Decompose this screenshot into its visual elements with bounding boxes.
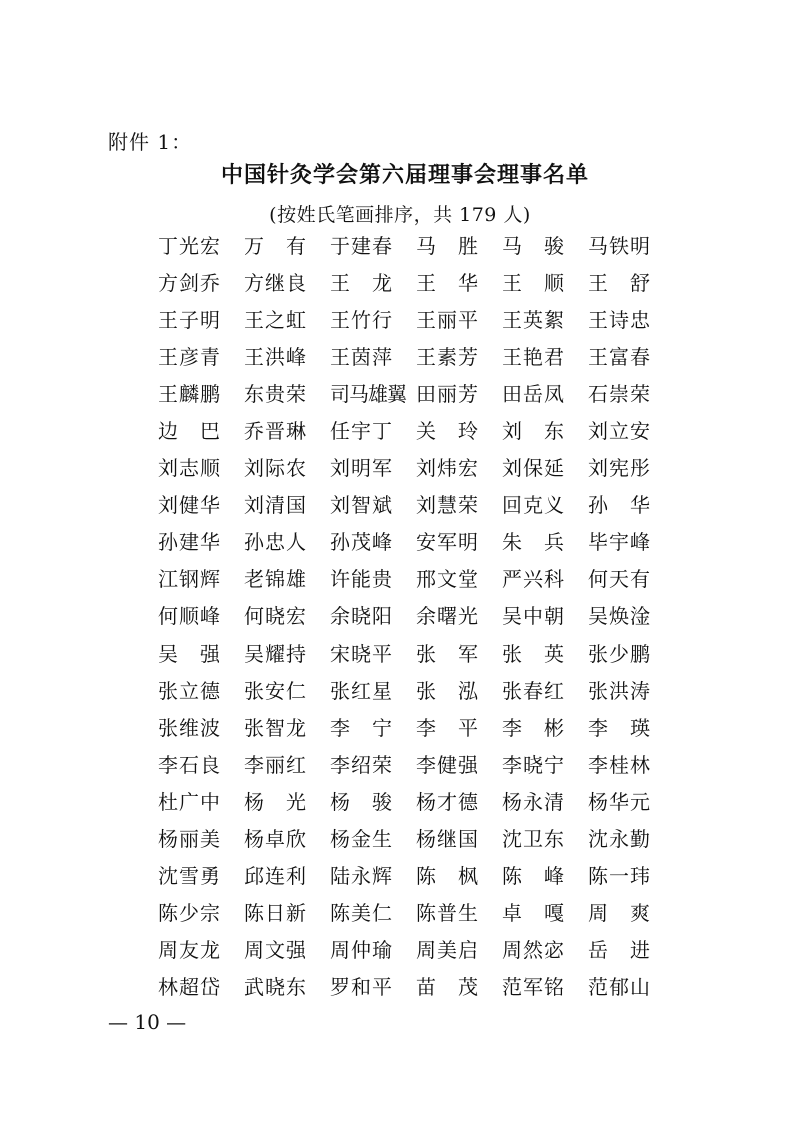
- member-name: 李丽红: [244, 752, 307, 777]
- name-row: [158, 596, 678, 633]
- member-name: 刘保延: [502, 456, 565, 481]
- member-name: 刘智斌: [330, 493, 393, 518]
- member-name: 刘健华: [158, 493, 221, 518]
- member-name: 苗 茂: [416, 974, 479, 999]
- member-name: 刘志顺: [158, 456, 221, 481]
- member-name: 张红星: [330, 678, 393, 703]
- member-name: 范郁山: [588, 974, 651, 999]
- member-name: 刘 东: [502, 419, 565, 444]
- member-name: 周仲瑜: [330, 937, 393, 962]
- name-row: [158, 300, 678, 337]
- member-name: 李绍荣: [330, 752, 393, 777]
- member-name: 何晓宏: [244, 604, 307, 629]
- member-name: 朱 兵: [502, 530, 565, 555]
- member-name: 毕宇峰: [588, 530, 651, 555]
- member-name: 周 爽: [588, 900, 651, 925]
- member-name: 何天有: [588, 567, 651, 592]
- member-name: 乔晋琳: [244, 419, 307, 444]
- member-name: 刘清国: [244, 493, 307, 518]
- name-row: [158, 745, 678, 782]
- member-name: 周美启: [416, 937, 479, 962]
- member-name: 许能贵: [330, 567, 393, 592]
- name-list: [158, 226, 678, 1004]
- member-name: 张少鹏: [588, 641, 651, 666]
- member-name: 张洪涛: [588, 678, 651, 703]
- member-name: 王之虹: [244, 308, 307, 333]
- member-name: 范军铭: [502, 974, 565, 999]
- member-name: 杜广中: [158, 789, 221, 814]
- member-name: 王麟鹏: [158, 382, 221, 407]
- member-name: 王富春: [588, 345, 651, 370]
- member-name: 张春红: [502, 678, 565, 703]
- member-name: 吴耀持: [244, 641, 307, 666]
- member-name: 杨 骏: [330, 789, 393, 814]
- name-row: [158, 485, 678, 522]
- member-name: 任宇丁: [330, 419, 393, 444]
- member-name: 吴 强: [158, 641, 221, 666]
- member-name: 刘立安: [588, 419, 651, 444]
- name-row: [158, 930, 678, 967]
- member-name: 边 巴: [158, 419, 221, 444]
- name-row: [158, 559, 678, 596]
- name-row: [158, 708, 678, 745]
- member-name: 张立德: [158, 678, 221, 703]
- member-name: 马 胜: [416, 234, 479, 259]
- member-name: 李 宁: [330, 715, 393, 740]
- member-name: 于建春: [330, 234, 393, 259]
- member-name: 罗和平: [330, 974, 393, 999]
- member-name: 王诗忠: [588, 308, 651, 333]
- member-name: 李健强: [416, 752, 479, 777]
- member-name: 司马雄翼: [330, 382, 406, 407]
- name-row: [158, 522, 678, 559]
- member-name: 李石良: [158, 752, 221, 777]
- member-name: 王子明: [158, 308, 221, 333]
- member-name: 杨 光: [244, 789, 307, 814]
- member-name: 吴中朝: [502, 604, 565, 629]
- member-name: 李 平: [416, 715, 479, 740]
- name-row: [158, 634, 678, 671]
- member-name: 刘慧荣: [416, 493, 479, 518]
- member-name: 老锦雄: [244, 567, 307, 592]
- member-name: 孙茂峰: [330, 530, 393, 555]
- name-row: [158, 448, 678, 485]
- member-name: 石崇荣: [588, 382, 651, 407]
- member-name: 回克义: [502, 493, 565, 518]
- member-name: 张智龙: [244, 715, 307, 740]
- page-number: — 10 —: [108, 1010, 187, 1034]
- member-name: 吴焕淦: [588, 604, 651, 629]
- member-name: 余晓阳: [330, 604, 393, 629]
- member-name: 刘际农: [244, 456, 307, 481]
- member-name: 王丽平: [416, 308, 479, 333]
- member-name: 余曙光: [416, 604, 479, 629]
- member-name: 陈一玮: [588, 863, 651, 888]
- member-name: 丁光宏: [158, 234, 221, 259]
- member-name: 王 龙: [330, 271, 393, 296]
- member-name: 陈 枫: [416, 863, 479, 888]
- member-name: 马铁明: [588, 234, 651, 259]
- member-name: 岳 进: [588, 937, 651, 962]
- member-name: 张 泓: [416, 678, 479, 703]
- member-name: 王英絮: [502, 308, 565, 333]
- member-name: 邱连利: [244, 863, 307, 888]
- member-name: 张维波: [158, 715, 221, 740]
- member-name: 方剑乔: [158, 271, 221, 296]
- member-name: 张 英: [502, 641, 565, 666]
- name-row: [158, 263, 678, 300]
- member-name: 陈普生: [416, 900, 479, 925]
- name-row: [158, 967, 678, 1004]
- name-row: [158, 819, 678, 856]
- member-name: 李桂林: [588, 752, 651, 777]
- member-name: 田丽芳: [416, 382, 479, 407]
- member-name: 李 瑛: [588, 715, 651, 740]
- member-name: 东贵荣: [244, 382, 307, 407]
- member-name: 江钢辉: [158, 567, 221, 592]
- member-name: 宋晓平: [330, 641, 393, 666]
- page-subtitle: (按姓氏笔画排序，共 179 人): [269, 204, 531, 226]
- member-name: 李晓宁: [502, 752, 565, 777]
- name-row: [158, 374, 678, 411]
- name-row: [158, 782, 678, 819]
- page-title: 中国针灸学会第六届理事会理事名单: [220, 162, 589, 188]
- name-row: [158, 411, 678, 448]
- name-row: [158, 226, 678, 263]
- member-name: 沈卫东: [502, 826, 565, 851]
- member-name: 武晓东: [244, 974, 307, 999]
- member-name: 王 华: [416, 271, 479, 296]
- member-name: 杨华元: [588, 789, 651, 814]
- member-name: 周文强: [244, 937, 307, 962]
- member-name: 王 舒: [588, 271, 651, 296]
- member-name: 陈日新: [244, 900, 307, 925]
- name-row: [158, 337, 678, 374]
- member-name: 杨金生: [330, 826, 393, 851]
- member-name: 陈美仁: [330, 900, 393, 925]
- member-name: 张 军: [416, 641, 479, 666]
- member-name: 周然宓: [502, 937, 565, 962]
- member-name: 杨继国: [416, 826, 479, 851]
- member-name: 王彦青: [158, 345, 221, 370]
- name-row: [158, 893, 678, 930]
- member-name: 陈少宗: [158, 900, 221, 925]
- member-name: 林超岱: [158, 974, 221, 999]
- member-name: 杨永清: [502, 789, 565, 814]
- member-name: 周友龙: [158, 937, 221, 962]
- member-name: 王茵萍: [330, 345, 393, 370]
- member-name: 马 骏: [502, 234, 565, 259]
- member-name: 张安仁: [244, 678, 307, 703]
- member-name: 孙建华: [158, 530, 221, 555]
- member-name: 严兴科: [502, 567, 565, 592]
- member-name: 王洪峰: [244, 345, 307, 370]
- member-name: 杨才德: [416, 789, 479, 814]
- member-name: 杨丽美: [158, 826, 221, 851]
- member-name: 王素芳: [416, 345, 479, 370]
- member-name: 陆永辉: [330, 863, 393, 888]
- member-name: 李 彬: [502, 715, 565, 740]
- member-name: 孙忠人: [244, 530, 307, 555]
- name-row: [158, 671, 678, 708]
- member-name: 邢文堂: [416, 567, 479, 592]
- member-name: 刘明军: [330, 456, 393, 481]
- member-name: 卓 嘎: [502, 900, 565, 925]
- member-name: 方继良: [244, 271, 307, 296]
- member-name: 安军明: [416, 530, 479, 555]
- member-name: 王艳君: [502, 345, 565, 370]
- name-row: [158, 856, 678, 893]
- member-name: 万 有: [244, 234, 307, 259]
- member-name: 沈永勤: [588, 826, 651, 851]
- member-name: 沈雪勇: [158, 863, 221, 888]
- member-name: 陈 峰: [502, 863, 565, 888]
- attachment-label: 附件 1：: [108, 130, 193, 154]
- member-name: 王竹行: [330, 308, 393, 333]
- member-name: 关 玲: [416, 419, 479, 444]
- member-name: 刘宪彤: [588, 456, 651, 481]
- member-name: 王 顺: [502, 271, 565, 296]
- member-name: 杨卓欣: [244, 826, 307, 851]
- member-name: 刘炜宏: [416, 456, 479, 481]
- member-name: 何顺峰: [158, 604, 221, 629]
- member-name: 孙 华: [588, 493, 651, 518]
- member-name: 田岳凤: [502, 382, 565, 407]
